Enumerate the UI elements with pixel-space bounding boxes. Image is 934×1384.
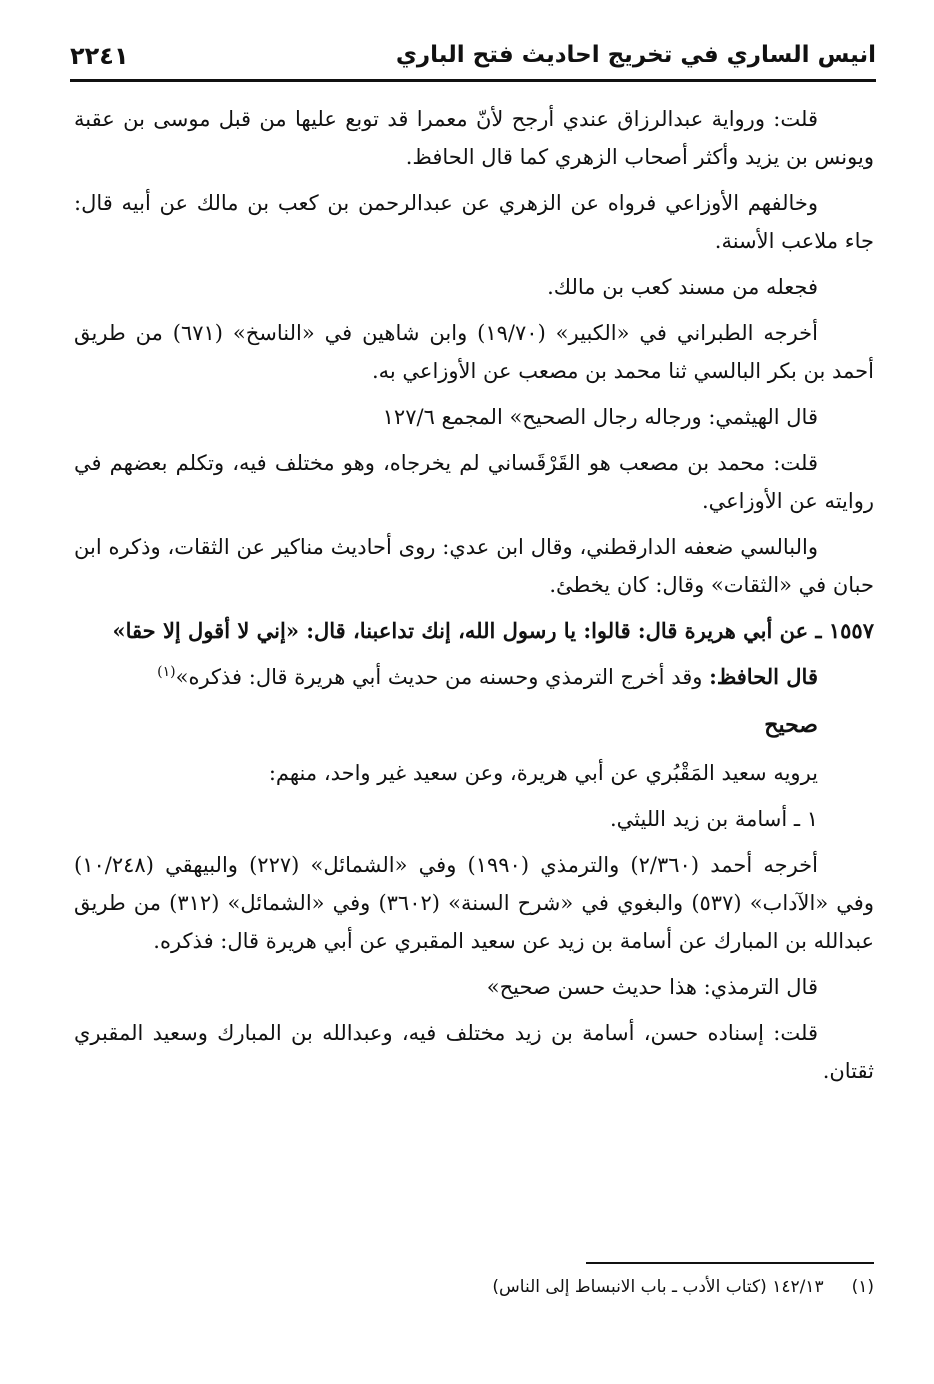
section-heading: صحيح <box>764 712 818 738</box>
paragraph: وخالفهم الأوزاعي فرواه عن الزهري عن عبدالرحمن بن كعب بن مالك عن أبيه قال: جاء ملاعب الأسنة. <box>74 191 874 253</box>
paragraph: قال الهيثمي: ورجاله رجال الصحيح» المجمع ١٢٧/٦ <box>382 405 818 429</box>
list-item: ١ ـ أسامة بن زيد الليثي. <box>609 807 818 831</box>
hadith-quote: «إني لا أقول إلا حقا» <box>112 618 299 643</box>
footnote-reference[interactable]: (١) <box>157 664 176 680</box>
hadith-text: ١٥٥٧ ـ عن أبي هريرة قال: قالوا: يا رسول الله، إنك تداعبنا، قال: <box>298 618 874 643</box>
paragraph: يرويه سعيد المَقْبُري عن أبي هريرة، وعن سعيد غير واحد، منهم: <box>268 761 818 785</box>
hafiz-label: قال الحافظ: <box>709 664 818 689</box>
header-rule <box>70 79 876 82</box>
footnote <box>74 1272 874 1302</box>
hafiz-text: وقد أخرج الترمذي وحسنه من حديث أبي هريرة قال: فذكره» <box>175 665 710 689</box>
paragraph: والبالسي ضعفه الدارقطني، وقال ابن عدي: روى أحاديث مناكير عن الثقات، وذكره ابن حبان في «الثقات» وقال: كان يخطئ. <box>74 535 874 597</box>
hafiz-paragraph <box>74 658 874 696</box>
paragraph: قال الترمذي: هذا حديث حسن صحيح» <box>486 975 818 999</box>
paragraph: أخرجه أحمد (٢/٣٦٠) والترمذي (١٩٩٠) وفي «الشمائل» (٢٢٧) والبيهقي (١٠/٢٤٨) وفي «الآداب» (٥٣٧) والبغوي في «شرح السنة» (٣٦٠٢) وفي «الشمائل» (٣١٢) من طريق عبدالله بن المبارك عن أسامة بن زيد عن سعيد المقبري عن أبي هريرة قال: فذكره. <box>74 853 874 953</box>
footnote-number: (١) <box>851 1277 874 1297</box>
running-header <box>70 42 876 76</box>
paragraph: أخرجه الطبراني في «الكبير» (١٩/٧٠) وابن شاهين في «الناسخ» (٦٧١) من طريق أحمد بن بكر البالسي ثنا محمد بن مصعب عن الأوزاعي به. <box>74 321 874 383</box>
paragraph: فجعله من مسند كعب بن مالك. <box>547 275 818 299</box>
page-number: ٢٢٤١ <box>70 42 129 70</box>
footnote-text: ١٤٢/١٣ (كتاب الأدب ـ باب الانبساط إلى الناس) <box>492 1277 824 1297</box>
footnote-rule <box>586 1262 874 1264</box>
hadith-entry <box>74 612 874 650</box>
paragraph: قلت: محمد بن مصعب هو القَرْقَساني لم يخرجاه، وهو مختلف فيه، وتكلم بعضهم في روايته عن الأوزاعي. <box>74 451 874 513</box>
main-text <box>74 100 874 1098</box>
paragraph: قلت: ورواية عبدالرزاق عندي أرجح لأنّ معمرا قد توبع عليها من قبل موسى بن عقبة ويونس بن يزيد وأكثر أصحاب الزهري كما قال الحافظ. <box>74 107 874 169</box>
paragraph: قلت: إسناده حسن، أسامة بن زيد مختلف فيه، وعبدالله بن المبارك وسعيد المقبري ثقتان. <box>74 1021 874 1083</box>
book-title: انيس الساري في تخريج احاديث فتح الباري <box>395 42 876 68</box>
